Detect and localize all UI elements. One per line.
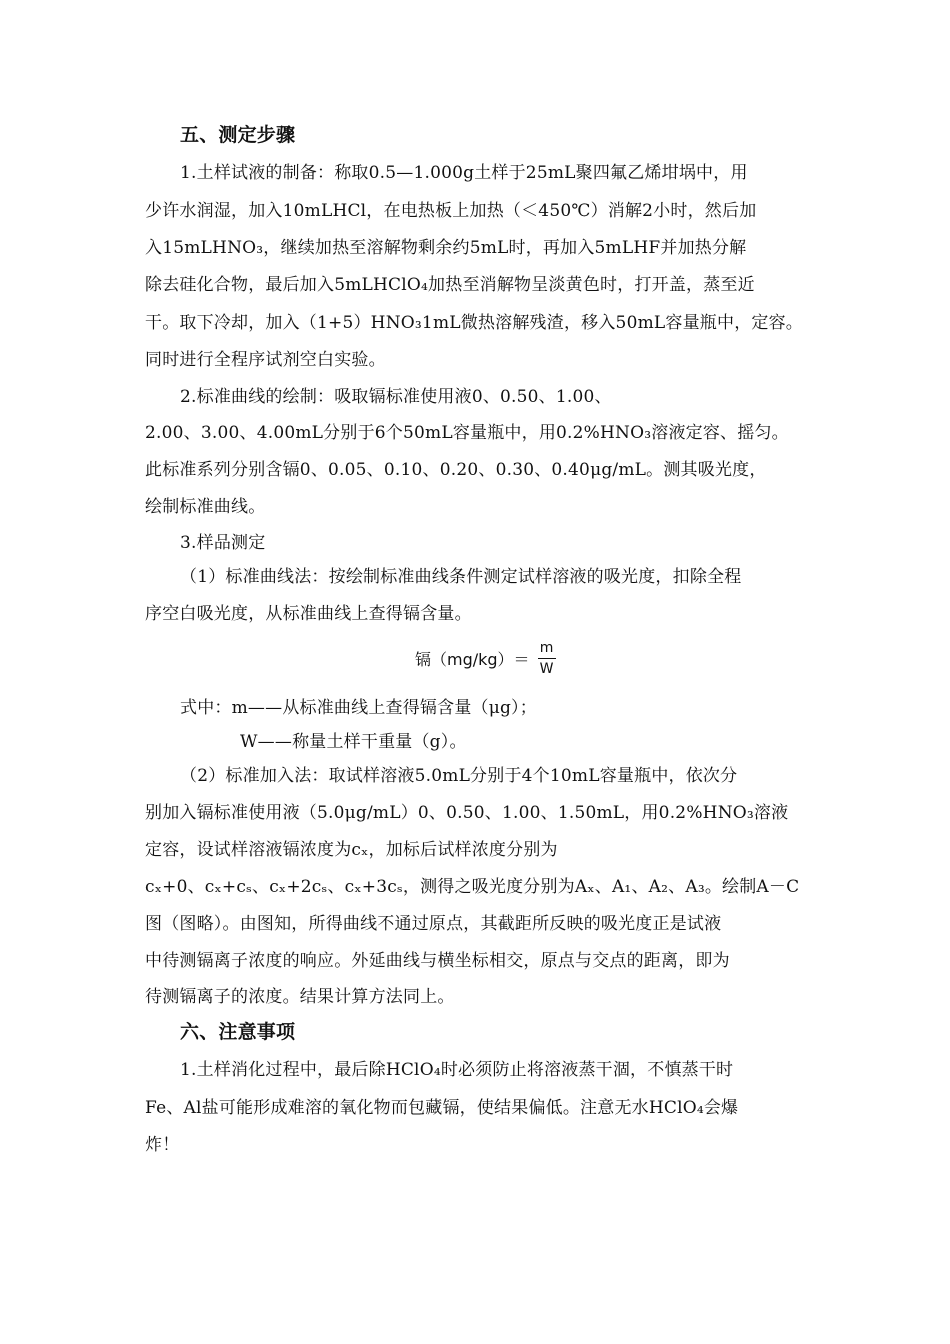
text-line: （1）标准曲线法：按绘制标准曲线条件测定试样溶液的吸光度，扣除全程 <box>180 567 742 587</box>
text-line: 炸！ <box>145 1135 180 1155</box>
text-line: 1.土样试液的制备：称取0.5—1.000g土样于25mL聚四氟乙烯坩埚中，用 <box>180 163 748 183</box>
text-line: 别加入镉标准使用液（5.0μg/mL）0、0.50、1.00、1.50mL，用0.2%HNO₃溶液 <box>145 803 789 823</box>
section6-heading: 六、注意事项 <box>180 1021 296 1043</box>
text-line: 1.土样消化过程中，最后除HClO₄时必须防止将溶液蒸干涸，不慎蒸干时 <box>180 1060 734 1080</box>
text-line: 此标准系列分别含镉0、0.05、0.10、0.20、0.30、0.40μg/mL。测其吸光度， <box>145 460 767 480</box>
text-line: 除去硅化合物，最后加入5mLHClO₄加热至消解物呈淡黄色时，打开盖，蒸至近 <box>145 275 755 295</box>
text-line: 2.00、3.00、4.00mL分别于6个50mL容量瓶中，用0.2%HNO₃溶液定容、摇匀。 <box>145 423 789 443</box>
text-line: 同时进行全程序试剂空白实验。 <box>145 350 386 370</box>
where-line: 式中：m——从标准曲线上查得镉含量（μg）； <box>180 698 537 718</box>
text-line: 3.样品测定 <box>180 533 266 553</box>
text-line: Fe、Al盐可能形成难溶的氧化物而包藏镉，使结果偏低。注意无水HClO₄会爆 <box>145 1098 739 1118</box>
text-line: 入15mLHNO₃，继续加热至溶解物剩余约5mL时，再加入5mLHF并加热分解 <box>145 238 747 258</box>
text-line: （2）标准加入法：取试样溶液5.0mL分别于4个10mL容量瓶中，依次分 <box>180 766 738 786</box>
text-line: 中待测镉离子浓度的响应。外延曲线与横坐标相交，原点与交点的距离，即为 <box>145 951 730 971</box>
formula-numerator: m <box>539 640 554 656</box>
cadmium-formula <box>415 640 556 677</box>
text-line: 绘制标准曲线。 <box>145 497 266 517</box>
where-line: W——称量土样干重量（g）。 <box>240 732 467 752</box>
formula-denominator: W <box>539 661 554 677</box>
text-line: 2.标准曲线的绘制：吸取镉标准使用液0、0.50、1.00、 <box>180 387 612 407</box>
text-line: 定容，设试样溶液镉浓度为cₓ，加标后试样浓度分别为 <box>145 840 558 860</box>
text-line: cₓ+0、cₓ+cₛ、cₓ+2cₛ、cₓ+3cₛ，测得之吸光度分别为Aₓ、A₁、A₂、A₃。绘制A－C <box>145 877 800 897</box>
text-line: 待测镉离子的浓度。结果计算方法同上。 <box>145 987 455 1007</box>
section5-heading: 五、测定步骤 <box>180 124 296 146</box>
formula-lhs: 镉（mg/kg）＝ <box>415 650 530 669</box>
text-line: 图（图略）。由图知，所得曲线不通过原点，其截距所反映的吸光度正是试液 <box>145 914 722 934</box>
text-line: 少许水润湿，加入10mLHCl，在电热板上加热（＜450℃）消解2小时，然后加 <box>145 201 757 221</box>
fraction-bar <box>538 658 556 659</box>
text-line: 干。取下冷却，加入（1+5）HNO₃1mL微热溶解残渣，移入50mL容量瓶中，定容。 <box>145 313 803 333</box>
text-line: 序空白吸光度，从标准曲线上查得镉含量。 <box>145 604 472 624</box>
formula-fraction <box>538 640 556 677</box>
